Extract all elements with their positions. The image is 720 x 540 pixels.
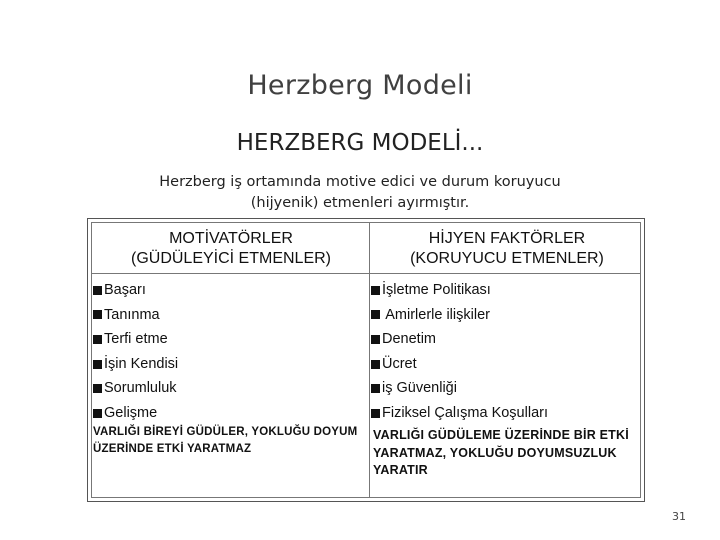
square-bullet-icon — [93, 286, 102, 295]
motivators-header-title: MOTİVATÖRLER — [169, 230, 293, 247]
motivators-list — [93, 278, 178, 426]
square-bullet-icon — [371, 409, 380, 418]
square-bullet-icon — [371, 384, 380, 393]
list-item — [371, 303, 548, 328]
section-heading: HERZBERG MODELİ... — [236, 130, 484, 156]
list-item-label: iş Güvenliği — [382, 380, 457, 397]
hygiene-header-title: HİJYEN FAKTÖRLER — [428, 230, 586, 247]
list-item — [93, 376, 178, 401]
list-item — [93, 303, 178, 328]
page-number: 31 — [672, 510, 686, 523]
list-item-label: İşin Kendisi — [104, 355, 179, 372]
square-bullet-icon — [371, 335, 380, 344]
list-item — [93, 401, 178, 426]
square-bullet-icon — [93, 335, 102, 344]
hygiene-header-subtitle: (KORUYUCU ETMENLER) — [410, 250, 604, 267]
column-divider — [369, 223, 370, 497]
list-item-label: Denetim — [382, 331, 436, 348]
comparison-table — [87, 218, 645, 502]
list-item — [371, 376, 548, 401]
square-bullet-icon — [371, 286, 380, 295]
list-item-label: Amirlerle ilişkiler — [382, 306, 490, 323]
motivators-header-subtitle: (GÜDÜLEYİCİ ETMENLER) — [130, 250, 332, 267]
hygiene-header — [374, 229, 640, 269]
list-item-label: Başarı — [104, 282, 146, 298]
square-bullet-icon — [93, 310, 102, 319]
list-item — [93, 352, 178, 377]
header-divider — [92, 273, 640, 274]
intro-text: Herzberg iş ortamında motive edici ve durum koruyucu (hijyenik) etmenleri ayırmıştır. — [159, 174, 561, 211]
list-item-label: İşletme Politikası — [382, 282, 491, 298]
list-item — [93, 278, 178, 303]
list-item — [371, 352, 548, 377]
list-item — [371, 327, 548, 352]
slide-title: Herzberg Modeli — [247, 70, 473, 101]
motivators-header — [96, 229, 366, 269]
list-item — [93, 327, 178, 352]
list-item-label: Terfi etme — [104, 331, 168, 348]
square-bullet-icon — [371, 360, 380, 369]
list-item-label: Gelişme — [104, 404, 158, 421]
square-bullet-icon — [371, 310, 380, 319]
square-bullet-icon — [93, 409, 102, 418]
motivators-note: VARLIĞI BİREYİ GÜDÜLER, YOKLUĞU DOYUM ÜZERİNDE ETKİ YARATMAZ — [93, 426, 358, 455]
list-item-label: Tanınma — [104, 306, 160, 323]
square-bullet-icon — [93, 384, 102, 393]
list-item — [371, 401, 548, 426]
square-bullet-icon — [93, 360, 102, 369]
table-inner-border — [91, 222, 641, 498]
list-item — [371, 278, 548, 303]
list-item-label: Fiziksel Çalışma Koşulları — [382, 404, 548, 421]
list-item-label: Sorumluluk — [104, 380, 177, 397]
hygiene-list — [371, 278, 548, 426]
hygiene-note: VARLIĞI GÜDÜLEME ÜZERİNDE BİR ETKİ YARATMAZ, YOKLUĞU DOYUMSUZLUK YARATIR — [373, 428, 629, 477]
list-item-label: Ücret — [382, 355, 417, 372]
